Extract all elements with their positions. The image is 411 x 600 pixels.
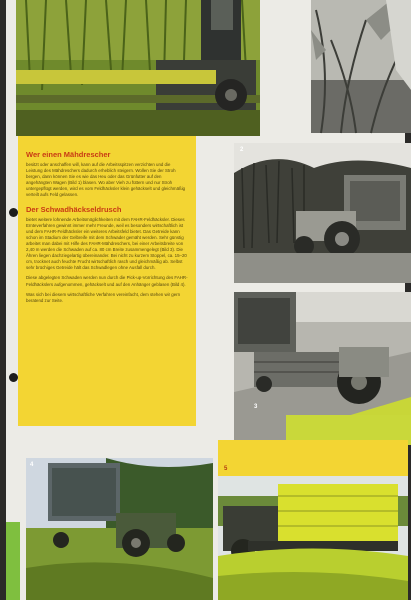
yellow-accent-strip xyxy=(218,440,408,476)
photo-tractor-bottom xyxy=(26,458,213,600)
brochure-page xyxy=(6,0,405,600)
photo-harvester-corn xyxy=(16,0,260,136)
section-heading-maehdrescher: Wer einen Mähdrescher xyxy=(26,150,111,159)
photo-number: 2 xyxy=(240,147,244,153)
photo-number: 3 xyxy=(254,404,258,410)
section-text-maehdrescher: besitzt oder anschaffen will, kann auf die Arbeitsspitzen verzichten und die Leistung des Mähdreschers dadurch erheblich steigern. Wollen Sie der Stroh bergen, dann können Sie es wie das Heu oder das Grünfutter auf den angehängten Wagen (Bild 1) blasen. Wo aber Vieh zu füttern und nur Stroh untergepflügt werden, wird es vom Feldhäcksler klein gehäckselt und gleichmäßig verteilt aufs Feld gelassen. xyxy=(26,162,186,198)
photo-harvester-bottom xyxy=(218,466,408,600)
section-text-schwad-3: Was sich bei diesem wirtschaftliche Verfahren vereinfacht, dem stehen wir gern beratend zur Seite. xyxy=(26,291,181,303)
section-text-schwad-1: bietet weitere lohnende Arbeitsmöglichkeiten mit dem FAHR-Feldhäcksler. Dieses Ernteverfahren gewinnt immer mehr Freunde, weil es besonders wirtschaftlich ist und dem FAHR-Feldhäcksler ein weiteres Arbeitsfeld bietet. Das Getreide kann schon im Stadium der Gelbreife mit dem Schwader gemäht werden. Sehr günstig arbeitet man dabei mit Hilfe des FAHR-Mähdreschers, bei einer Arbeitsbreite von 2,40 m werden die Schwaden auf ca. 80 cm Breite zusammengelegt (Bild 3). Die Ähren liegen dachziegelartig übereinander. Bei nicht zu kurzem Stoppel, ca. 15–20 cm, trocknet auch feuchte Frucht wirtschaftlich rasch und gleichmäßig ab. Selbst sehr brüchiges Getreide hält das Schwadlegen ohne Ausfall durch. xyxy=(26,216,187,271)
photo-number: 4 xyxy=(30,462,34,468)
section-heading-schwadhaeckseldrusch: Der Schwadhäckseldrusch xyxy=(26,204,122,214)
green-edge-band xyxy=(6,522,20,600)
text-box xyxy=(18,136,196,426)
section-text-schwad-2: Diese abgelegten Schwaden werden nun durch die Pick-up-Vorrichtung des FAHR-Feldhäckslers aufgenommen, gehäckselt und auf den Anhänger geblasen (Bild 4). xyxy=(26,275,188,287)
photo-number: 5 xyxy=(224,466,228,472)
photo-corn-closeup xyxy=(311,0,411,133)
photo-tractor-trailer xyxy=(234,143,411,283)
punch-hole xyxy=(9,373,18,382)
punch-hole xyxy=(9,208,18,217)
